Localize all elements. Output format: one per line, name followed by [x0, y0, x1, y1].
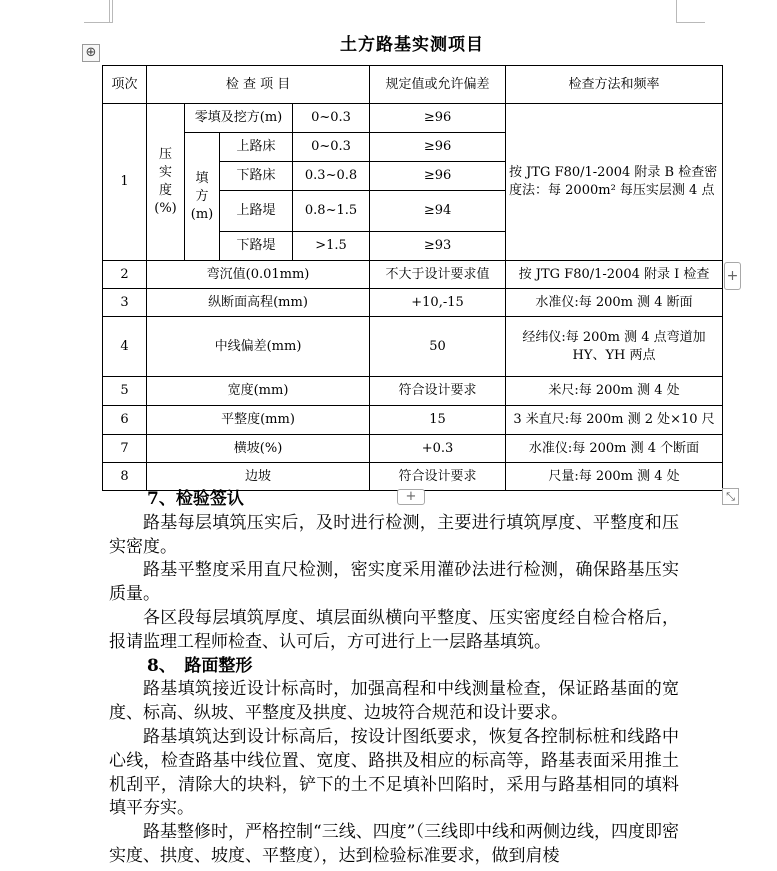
row-method: 水准仪:每 200m 测 4 个断面	[506, 435, 723, 463]
row-tolerance: 15	[370, 406, 506, 435]
row1-depth-2: 0.3~0.8	[293, 162, 370, 191]
row-no: 8	[103, 463, 147, 491]
document-body	[109, 488, 679, 869]
row1-no: 1	[103, 104, 147, 261]
row-tolerance: +10,-15	[370, 289, 506, 317]
table-row	[103, 261, 723, 289]
row-method: 米尺:每 200m 测 4 处	[506, 377, 723, 406]
row1-name-2: 下路床	[220, 162, 293, 191]
table-title: 土方路基实测项目	[340, 35, 484, 55]
row1-name-3: 上路堤	[220, 191, 293, 232]
row-item: 平整度(mm)	[147, 406, 370, 435]
table-row	[103, 406, 723, 435]
paragraph: 各区段每层填筑厚度、填层面纵横向平整度、压实密度经自检合格后，报请监理工程师检查、认可后，方可进行上一层路基填筑。	[109, 607, 679, 652]
table-row	[103, 463, 723, 491]
table-row	[103, 435, 723, 463]
row-no: 6	[103, 406, 147, 435]
row1-method: 按 JTG F80/1-2004 附录 B 检查密度法：每 2000m² 每压实层测 4 点	[506, 104, 723, 261]
row-item: 纵断面高程(mm)	[147, 289, 370, 317]
table-row	[103, 317, 723, 377]
row1-name-4: 下路堤	[220, 232, 293, 261]
header-no: 项次	[103, 66, 147, 104]
row1-value-2: ≥96	[370, 162, 506, 191]
row1-group-label: 压 实 度 (%)	[147, 104, 185, 261]
row-item: 中线偏差(mm)	[147, 317, 370, 377]
add-column-button[interactable]: +	[724, 262, 741, 290]
table-row	[103, 104, 723, 133]
row-item: 宽度(mm)	[147, 377, 370, 406]
row1-fill-label: 填 方 (m)	[185, 133, 220, 261]
row1-depth-3: 0.8~1.5	[293, 191, 370, 232]
row1-value-0: ≥96	[370, 104, 506, 133]
row1-cut-label: 零填及挖方(m)	[185, 104, 293, 133]
table-resize-icon[interactable]: ⤡	[722, 488, 739, 505]
row1-depth-4: >1.5	[293, 232, 370, 261]
row-method: 水准仪:每 200m 测 4 断面	[506, 289, 723, 317]
row-method: 按 JTG F80/1-2004 附录 I 检查	[506, 261, 723, 289]
table-move-icon[interactable]: ⊕	[82, 44, 100, 62]
page-corner-mark-right	[676, 0, 705, 23]
paragraph: 路基平整度采用直尺检测，密实度采用灌砂法进行检测，确保路基压实质量。	[109, 560, 679, 605]
row-no: 5	[103, 377, 147, 406]
row-method: 尺量:每 200m 测 4 处	[506, 463, 723, 491]
row-no: 3	[103, 289, 147, 317]
row-tolerance: +0.3	[370, 435, 506, 463]
row1-name-1: 上路床	[220, 133, 293, 162]
table-row	[103, 377, 723, 406]
row-item: 横坡(%)	[147, 435, 370, 463]
header-method: 检查方法和频率	[506, 66, 723, 104]
row-no: 2	[103, 261, 147, 289]
header-item: 检 查 项 目	[147, 66, 370, 104]
row1-value-3: ≥94	[370, 191, 506, 232]
row-method: 经纬仪:每 200m 测 4 点弯道加 HY、YH 两点	[506, 317, 723, 377]
spec-table	[102, 65, 723, 491]
row-no: 4	[103, 317, 147, 377]
row1-depth-1: 0~0.3	[293, 133, 370, 162]
page-margin-mark-left	[109, 0, 111, 22]
paragraph: 路基整修时，严格控制“三线、四度”（三线即中线和两侧边线，四度即密实度、拱度、坡度、平整度），达到检验标准要求，做到肩棱	[109, 822, 679, 866]
row-method: 3 米直尺:每 200m 测 2 处×10 尺	[506, 406, 723, 435]
paragraph: 路基每层填筑压实后，及时进行检测，主要进行填筑厚度、平整度和压实密度。	[109, 512, 679, 557]
row-tolerance: 符合设计要求	[370, 377, 506, 406]
row-tolerance: 50	[370, 317, 506, 377]
paragraph: 路基填筑达到设计标高后，按设计图纸要求，恢复各控制标桩和线路中心线，检查路基中线位置、宽度、路拱及相应的标高等，路基表面采用推土机刮平，清除大的块料，铲下的土不足填补凹陷时，采用与路基相同的填料填平夯实。	[109, 726, 679, 819]
paragraph: 路基填筑接近设计标高时，加强高程和中线测量检查，保证路基面的宽度、标高、纵坡、平整度及拱度、边坡符合规范和设计要求。	[109, 679, 679, 724]
section-8-heading: 8、 路面整形	[147, 655, 253, 676]
row-item: 边坡	[147, 463, 370, 491]
row-tolerance: 符合设计要求	[370, 463, 506, 491]
row1-value-4: ≥93	[370, 232, 506, 261]
row-no: 7	[103, 435, 147, 463]
section-7-heading: 7、检验签认	[147, 489, 244, 509]
table-header-row	[103, 66, 723, 104]
header-tolerance: 规定值或允许偏差	[370, 66, 506, 104]
row1-value-1: ≥96	[370, 133, 506, 162]
row1-depth-0: 0~0.3	[293, 104, 370, 133]
row-item: 弯沉值(0.01mm)	[147, 261, 370, 289]
table-row	[103, 289, 723, 317]
add-row-button[interactable]: +	[397, 489, 425, 505]
row-tolerance: 不大于设计要求值	[370, 261, 506, 289]
